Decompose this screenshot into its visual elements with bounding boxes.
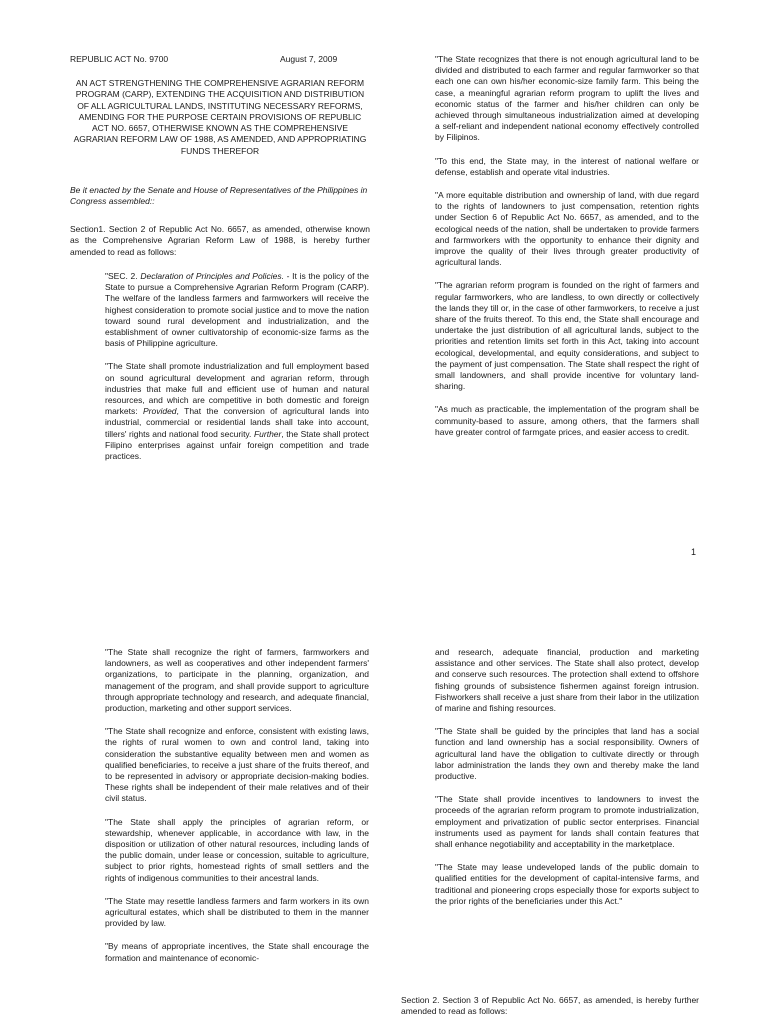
sec2-prefix: "SEC. 2. bbox=[105, 271, 138, 281]
page1-right-column bbox=[435, 54, 699, 438]
sec2-heading: Declaration of Principles and Policies. bbox=[140, 271, 284, 281]
act-number: REPUBLIC ACT No. 9700 bbox=[70, 54, 169, 64]
paragraph: "The agrarian reform program is founded on the right of farmers and regular farmworkers, who are landless, to own directly or collectively the lands they till or, in the case of other farmworkers, to receive a just share of the fruits thereof. To this end, the State shall encourage and undertake the just distribution of all agricultural lands, subject to the priorities and retention limits set forth in this Act, taking into account ecological, developmental, and equity considerations, and subject to the payment of just compensation. The State shall respect the right of small landowners, and shall provide incentive for voluntary land-sharing. bbox=[435, 280, 699, 392]
sec2-body: - It is the policy of the State to pursue a Comprehensive Agrarian Reform Program (CARP). The welfare of the landless farmers and farmworkers will receive the highest consideration to promote social justice and to move the nation toward sound rural development and industrialization, and the establishment of owner cultivatorship of economic-size farms as the basis of Philippine agriculture. bbox=[105, 271, 369, 349]
section-2-intro: Section 2. Section 3 of Republic Act No. 6657, as amended, is hereby further amended to read as follows: bbox=[401, 995, 699, 1017]
page2-right-column bbox=[435, 647, 699, 907]
section-1-intro: Section1. Section 2 of Republic Act No. 6657, as amended, otherwise known as the Comprehensive Agrarian Reform Law of 1988, is hereby further amended to read as follows: bbox=[70, 224, 370, 257]
further-word: Further bbox=[253, 428, 282, 439]
paragraph: "The State may resettle landless farmers and farm workers in its own agricultural estates, which shall be distributed to them in the manner provided by law. bbox=[105, 895, 369, 929]
paragraph: and research, adequate financial, production and marketing assistance and other services. The State shall also protect, develop and conserve such resources. The protection shall extend to offshore fishing grounds of subsistence fishermen against foreign intrusion. Fishworkers shall receive a just share from their labor in the utilization of marine and fishing resources. bbox=[435, 647, 699, 714]
paragraph: "The State shall recognize and enforce, consistent with existing laws, the rights of rural women to own and control land, taking into consideration the substantive equality between men and women as qualified beneficiaries, to receive a just share of the fruits thereof, and to be represented in advisory or appropriate decision-making bodies. These rights shall be independent of their male relatives and of their civil status. bbox=[105, 726, 369, 804]
industrialization-part1: "The State shall promote industrialization and full employment based on sound agricultural development and agrarian reform, through industries that make full and efficient use of human and natural resources, and which are competitive in both domestic and foreign markets: bbox=[105, 361, 369, 417]
page2-left-column bbox=[105, 647, 369, 964]
paragraph: "The State shall apply the principles of agrarian reform, or stewardship, whenever applicable, in accordance with law, in the disposition or utilization of other natural resources, including lands of the public domain, under lease or concession, suitable to agriculture, subject to prior rights, homestead rights of small settlers and the rights of indigenous communities to their ancestral lands. bbox=[105, 816, 369, 883]
provided-word: Provided bbox=[142, 406, 177, 417]
paragraph: "By means of appropriate incentives, the State shall encourage the formation and maintenance of economic- bbox=[105, 941, 369, 963]
industrialization-part3: , the State shall protect Filipino enterprises against unfair foreign competition and trade practices. bbox=[105, 428, 369, 462]
industrialization-part2: , That the conversion of agricultural lands into industrial, commercial or residential lands shall take into account, tillers' rights and national food security. bbox=[105, 406, 369, 439]
enacting-clause: Be it enacted by the Senate and House of Representatives of the Philippines in Congress assembled:: bbox=[70, 185, 368, 207]
act-date: August 7, 2009 bbox=[280, 54, 338, 64]
paragraph: "As much as practicable, the implementation of the program shall be community-based to assure, among others, that the farmers shall have greater control of farmgate prices, and easier access to credit. bbox=[435, 404, 699, 437]
paragraph: "A more equitable distribution and ownership of land, with due regard to the rights of landowners to just compensation, retention rights under Section 6 of Republic Act No. 6657, as amended, and to the ecological needs of the nation, shall be undertaken to provide farmers and farmworkers with the opportunity to enhance their dignity and improve the quality of their lives through greater productivity of agricultural lands. bbox=[435, 190, 699, 268]
paragraph: "The State shall recognize the right of farmers, farmworkers and landowners, as well as cooperatives and other independent farmers' organizations, to participate in the planning, organization, and management of the program, and shall provide support to agriculture through appropriate technology and research, and adequate financial, production, marketing and other support services. bbox=[105, 647, 369, 714]
paragraph: "The State recognizes that there is not enough agricultural land to be divided and distributed to each farmer and regular farmworker so that each one can own his/her economic-size family farm. This being the case, a meaningful agrarian reform program to uplift the lives and economic status of the farmer and his/her children can only be achieved through simultaneous industrialization aimed at developing a self-reliant and independent national economy effectively controlled by Filipinos. bbox=[435, 54, 699, 143]
page-number: 1 bbox=[691, 547, 697, 557]
page1-left-quoted bbox=[105, 271, 369, 462]
paragraph: "The State may lease undeveloped lands of the public domain to qualified entities for the development of capital-intensive farms, and traditional and pioneering crops especially those for exports subject to the prior rights of the beneficiaries under this Act." bbox=[435, 862, 699, 906]
act-title: AN ACT STRENGTHENING THE COMPREHENSIVE AGRARIAN REFORM PROGRAM (CARP), EXTENDING THE ACQUISITION AND DISTRIBUTION OF ALL AGRICULTURAL LANDS, INSTITUTING NECESSARY REFORMS, AMENDING FOR THE PURPOSE CERTAIN PROVISIONS OF REPUBLIC ACT NO. 6657, OTHERWISE KNOWN AS THE COMPREHENSIVE AGRARIAN REFORM LAW OF 1988, AS AMENDED, AND APPROPRIATING FUNDS THEREFOR bbox=[73, 78, 367, 156]
paragraph: "The State shall be guided by the principles that land has a social function and land ownership has a social responsibility. Owners of agricultural land have the obligation to cultivate directly or through labor administration the lands they own and thereby make the land productive. bbox=[435, 726, 699, 782]
paragraph: "The State shall provide incentives to landowners to invest the proceeds of the agrarian reform program to promote industrialization, employment and privatization of public sector enterprises. Financial instruments used as payment for lands shall contain features that shall enhance negotiability and acceptability in the marketplace. bbox=[435, 794, 699, 850]
sec2-paragraph bbox=[105, 271, 369, 349]
industrialization-paragraph bbox=[105, 361, 369, 462]
paragraph: "To this end, the State may, in the interest of national welfare or defense, establish and operate vital industries. bbox=[435, 155, 699, 177]
